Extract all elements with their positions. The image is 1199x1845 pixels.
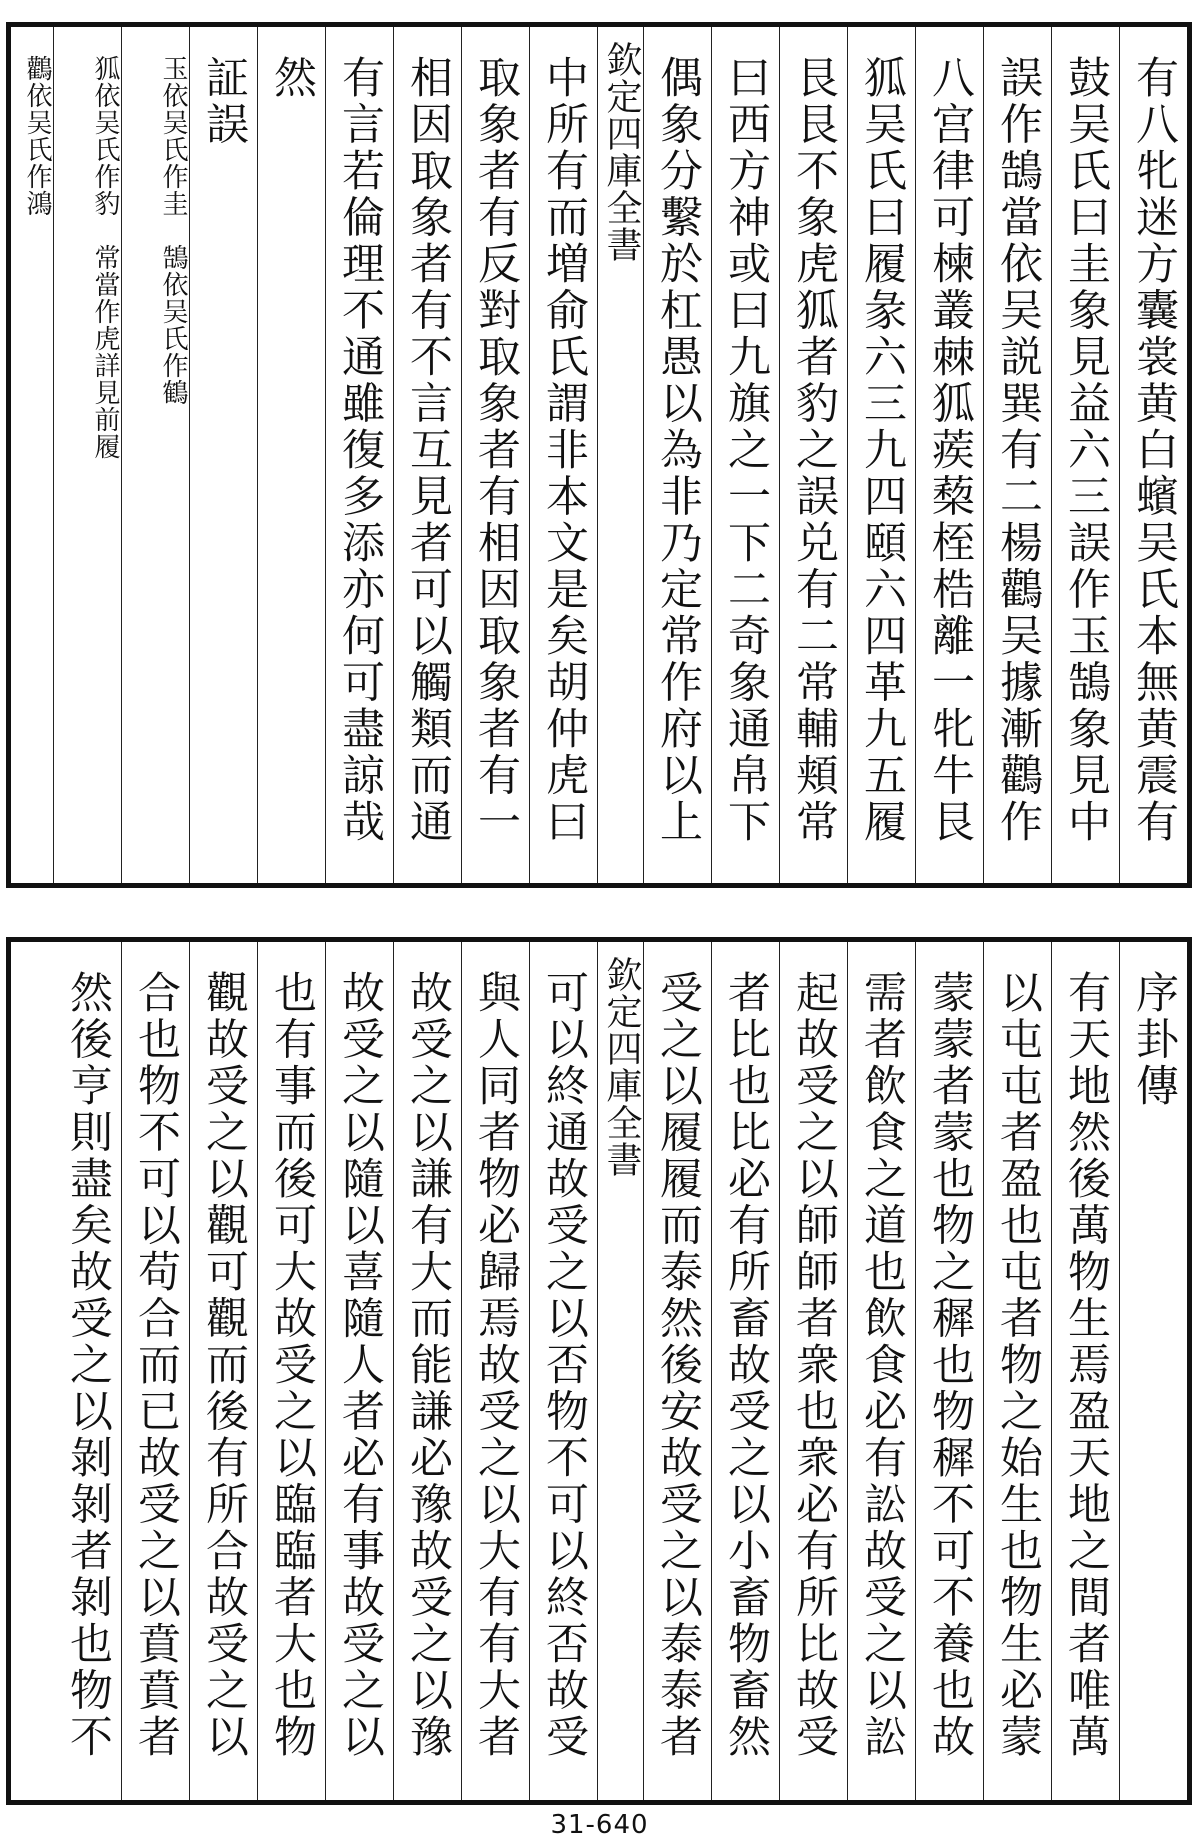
text-column: 也有事而後可大故受之以臨臨者大也物 <box>257 942 325 1800</box>
text-column: 艮艮不象虎狐者豹之誤兑有二常輔頬常 <box>779 27 847 883</box>
text-column: 誤作鵠當依吴説巽有二楊鸛吴據漸鸛作 <box>983 27 1051 883</box>
page-number: 31-640 <box>550 1810 649 1840</box>
text-column: 取象者有反對取象者有相因取象者有一 <box>461 27 529 883</box>
text-column: 受之以履履而泰然後安故受之以泰泰者 <box>643 942 711 1800</box>
text-column: 觀故受之以觀可觀而後有所合故受之以 <box>189 942 257 1800</box>
text-column: 証誤 <box>189 27 257 883</box>
text-column: 故受之以謙有大而能謙必豫故受之以豫 <box>393 942 461 1800</box>
text-column: 故受之以隨以喜隨人者必有事故受之以 <box>325 942 393 1800</box>
annotation-column: 狐依吴氏作豹 常當作虎詳見前履 <box>53 27 121 883</box>
text-column: 以屯屯者盈也屯者物之始生也物生必蒙 <box>983 942 1051 1800</box>
text-column: 中所有而増俞氏謂非本文是矣胡仲虎曰 <box>529 27 597 883</box>
top-page <box>6 22 1192 888</box>
text-column: 然 <box>257 27 325 883</box>
section-title: 序卦傳 <box>1119 942 1187 1800</box>
header-title: 欽定四庫全書 <box>601 41 642 263</box>
text-column: 有天地然後萬物生焉盈天地之間者唯萬 <box>1051 942 1119 1800</box>
annotation-column: 玉依吴氏作圭 鵠依吴氏作鶴 <box>121 27 189 883</box>
center-header <box>597 27 643 883</box>
text-column: 然後亨則盡矣故受之以剝剝者剝也物不 <box>63 970 113 1761</box>
text-column: 鼓吴氏曰圭象見益六三誤作玉鵠象見中 <box>1051 27 1119 883</box>
center-header <box>597 942 643 1800</box>
text-column: 八宫律可楝叢棘狐蒺蔾桎梏離一牝牛艮 <box>915 27 983 883</box>
text-column: 可以終通故受之以否物不可以終否故受 <box>529 942 597 1800</box>
text-column: 者比也比必有所畜故受之以小畜物畜然 <box>711 942 779 1800</box>
text-column: 蒙蒙者蒙也物之穉也物穉不可不養也故 <box>915 942 983 1800</box>
text-column: 偶象分繫於杠愚以為非乃定常作府以上 <box>643 27 711 883</box>
text-column: 合也物不可以苟合而已故受之以賁賁者 <box>121 942 189 1800</box>
text-column: 有八牝迷方囊裳黄白蠙吴氏本無黄震有 <box>1119 27 1187 883</box>
text-column: 有言若倫理不通雖復多添亦何可盡諒哉 <box>325 27 393 883</box>
text-column: 曰西方神或曰九旗之一下二奇象通帛下 <box>711 27 779 883</box>
text-column: 與人同者物必歸焉故受之以大有有大者 <box>461 942 529 1800</box>
text-column: 狐吴氏曰履彖六三九四頤六四革九五履 <box>847 27 915 883</box>
bottom-page <box>6 937 1192 1805</box>
text-column: 起故受之以師師者衆也衆必有所比故受 <box>779 942 847 1800</box>
text-column: 相因取象者有不言互見者可以觸類而通 <box>393 27 461 883</box>
header-title: 欽定四庫全書 <box>601 956 642 1178</box>
header-subtitle <box>597 41 599 883</box>
header-subtitle <box>597 956 599 1800</box>
annotation-column: 鸛依吴氏作鴻 <box>22 55 52 217</box>
text-column: 需者飲食之道也飲食必有訟故受之以訟 <box>847 942 915 1800</box>
